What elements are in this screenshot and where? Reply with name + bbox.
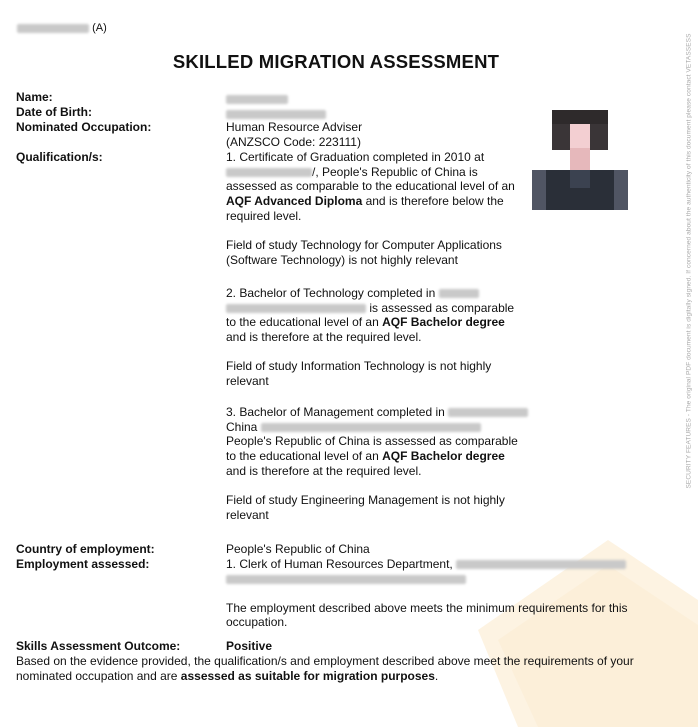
name-value xyxy=(226,92,288,106)
occupation-label: Nominated Occupation: xyxy=(16,120,152,134)
country-value: People's Republic of China xyxy=(226,542,370,556)
redacted-employer xyxy=(226,575,466,584)
redacted-year xyxy=(448,408,528,417)
aqf-level: AQF Bachelor degree xyxy=(382,315,505,330)
qualification-2: 2. Bachelor of Technology completed in is assessed as comparable to the educational level of an AQF Bachelor degree and is therefore at the required level. Field of study Information Technology is not highly relevant xyxy=(226,286,526,389)
outcome-label: Skills Assessment Outcome: xyxy=(16,639,181,653)
employment-statement: The employment described above meets the minimum requirements for this xyxy=(226,600,628,615)
qualification-3: 3. Bachelor of Management completed in China People's Republic of China is assessed as comparable to the educational level of an AQF Bachelor degree and is therefore at the required level. Field of study Engineering Management is not highly relevant xyxy=(226,405,526,523)
document-title: SKILLED MIGRATION ASSESSMENT xyxy=(172,51,500,72)
redacted-year xyxy=(439,289,479,298)
qualification-1: 1. Certificate of Graduation completed in 2010 at /, People's Republic of China is assessed as comparable to the educational level of an AQF Advanced Diploma and is therefore below the required level. Field of study Technology for Computer Applications (Software Technology) is not highly relevant xyxy=(226,150,526,268)
employment-details: People's Republic of China 1. Clerk of Human Resources Department, The employment described above meets the minimum requirements for this occupation. xyxy=(226,542,646,630)
anzsco-code: (ANZSCO Code: 223111) xyxy=(226,134,361,149)
occupation-value xyxy=(226,120,526,149)
field-of-study: Field of study Information Technology is not highly xyxy=(226,359,492,374)
redacted-employer xyxy=(456,560,626,569)
redacted-reference xyxy=(17,24,89,33)
aqf-level: AQF Advanced Diploma xyxy=(226,194,363,209)
country-label: Country of employment: xyxy=(16,542,155,556)
field-of-study: Field of study Technology for Computer Applications xyxy=(226,238,502,253)
redacted-institution xyxy=(261,423,481,432)
applicant-photo xyxy=(532,110,628,210)
dob-value xyxy=(226,107,326,121)
qualifications-label: Qualification/s: xyxy=(16,150,103,164)
field-of-study: Field of study Engineering Management is not highly xyxy=(226,493,505,508)
employment-label: Employment assessed: xyxy=(16,557,150,571)
redacted-dob xyxy=(226,110,326,119)
name-label: Name: xyxy=(16,90,53,104)
redacted-institution xyxy=(226,168,312,177)
header-reference: (A) xyxy=(17,22,107,34)
security-watermark: SECURITY FEATURES - The original PDF document is digitally signed. If concerned about the authenticity of this document please contact VETASSESS xyxy=(685,33,693,489)
aqf-level: AQF Bachelor degree xyxy=(382,449,505,464)
outcome-value: Positive xyxy=(226,639,273,653)
redacted-name xyxy=(226,95,288,104)
dob-label: Date of Birth: xyxy=(16,105,92,119)
redacted-institution xyxy=(226,304,366,313)
occupation-title: Human Resource Adviser xyxy=(226,120,363,134)
outcome-statement: Based on the evidence provided, the qualification/s and employment described above meet the requirements of your nominated occupation and are assessed as suitable for migration purposes. xyxy=(16,654,634,683)
